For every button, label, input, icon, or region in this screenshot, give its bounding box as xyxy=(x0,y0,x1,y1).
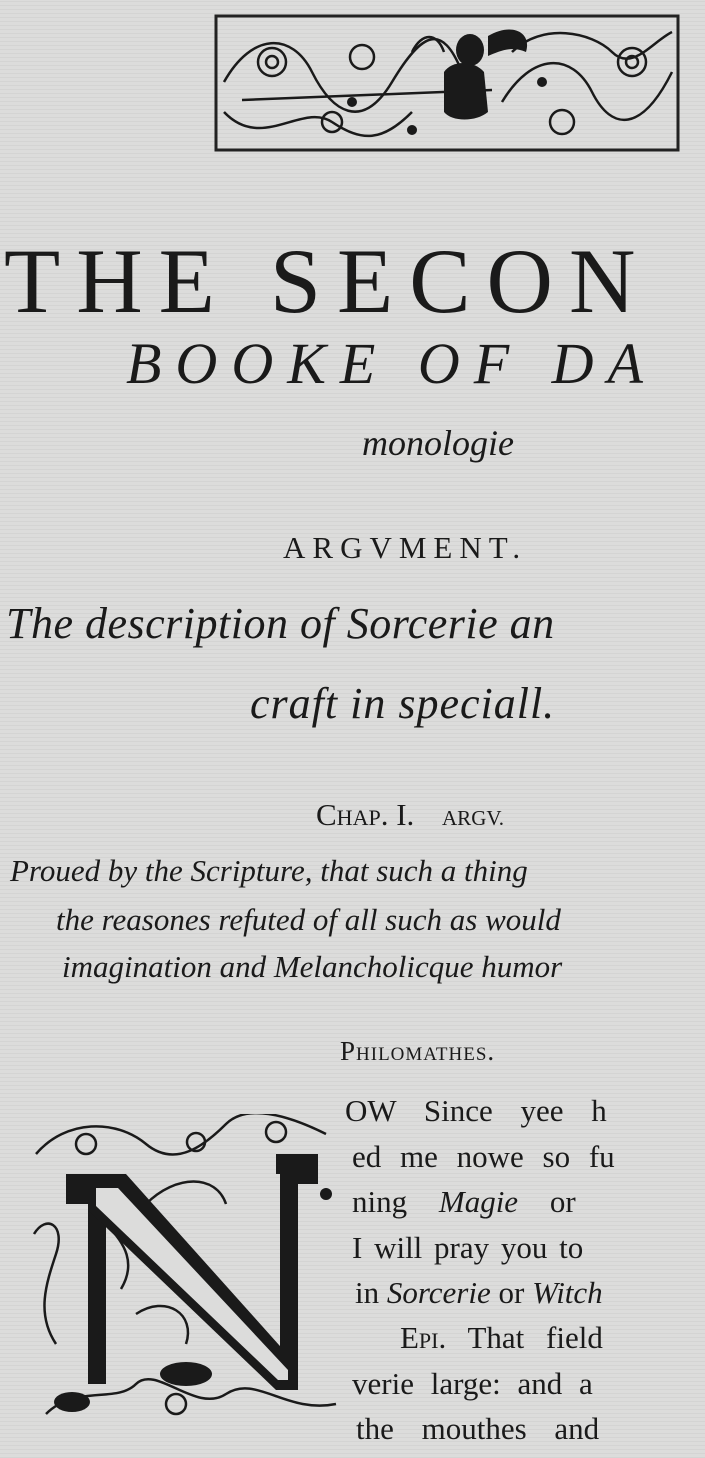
summary-line: Proued by the Scripture, that such a thing xyxy=(10,853,528,888)
body-line xyxy=(352,1184,576,1220)
body-text: in xyxy=(355,1275,380,1310)
body-text: or xyxy=(498,1275,525,1310)
subtitle: monologie xyxy=(362,423,514,463)
argument-heading: ARGVMENT. xyxy=(283,530,528,565)
body-text: ning xyxy=(352,1184,408,1219)
title-line-1: THE SECON xyxy=(4,230,652,332)
body-line: verie large: and a xyxy=(352,1366,593,1401)
speaker-abbrev: Epi. xyxy=(400,1320,447,1355)
speaker-name: Philomathes. xyxy=(340,1036,496,1066)
body-text: or xyxy=(549,1184,576,1219)
body-text: That field xyxy=(467,1320,603,1355)
body-line: ed me nowe so fu xyxy=(352,1139,615,1174)
body-line: OW Since yee h xyxy=(345,1093,607,1128)
title-line-2: BOOKE OF DA xyxy=(126,331,657,396)
body-emphasis: Witch xyxy=(532,1275,603,1310)
chapter-argv: ARGV. xyxy=(442,806,505,830)
description-line-2: craft in speciall. xyxy=(250,679,556,728)
body-emphasis: Sorcerie xyxy=(386,1275,491,1310)
body-line: the mouthes and xyxy=(356,1411,600,1446)
chapter-label: Chap. xyxy=(316,797,389,832)
body-line: I will pray you to xyxy=(352,1230,584,1265)
chapter-heading xyxy=(316,797,504,833)
description-line-1: The description of Sorcerie an xyxy=(6,599,555,648)
decorative-headpiece-icon xyxy=(212,12,682,154)
summary-line: imagination and Melancholicque humor xyxy=(62,949,563,984)
body-emphasis: Magie xyxy=(438,1184,519,1219)
decorated-initial-n-icon xyxy=(26,1114,348,1430)
summary-line: the reasones refuted of all such as would xyxy=(56,902,561,937)
body-line xyxy=(400,1320,603,1356)
body-line xyxy=(355,1275,603,1311)
chapter-number: I. xyxy=(396,797,415,832)
